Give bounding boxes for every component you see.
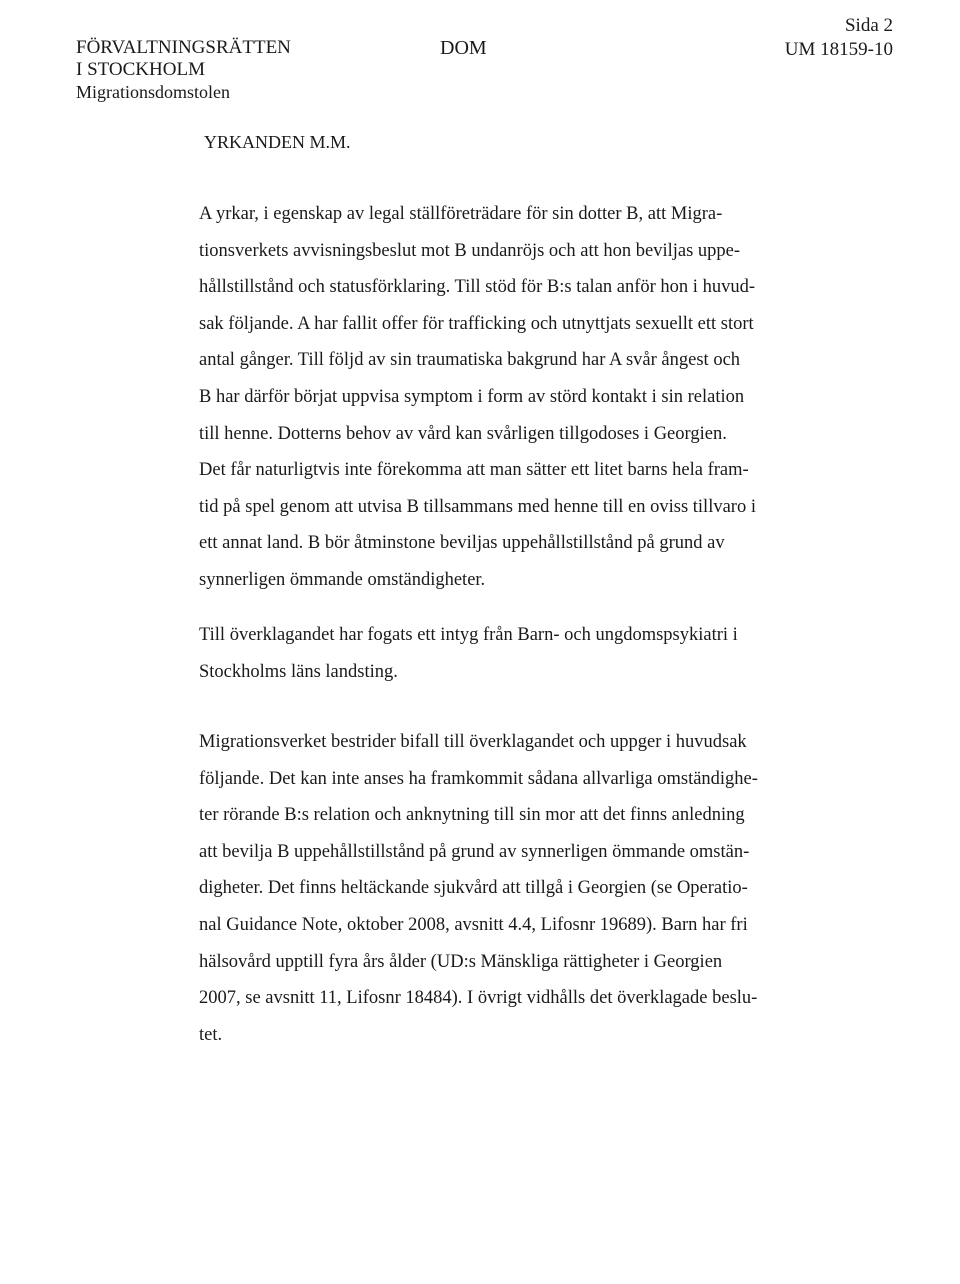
court-name-line-1: FÖRVALTNINGSRÄTTEN	[76, 37, 291, 58]
court-division: Migrationsdomstolen	[76, 82, 230, 102]
text-line: hälsovård upptill fyra års ålder (UD:s Mänskliga rättigheter i Georgien	[199, 951, 723, 972]
text-line: Det får naturligtvis inte förekomma att man sätter ett litet barns hela fram-	[199, 460, 749, 481]
page-info	[785, 14, 893, 62]
text-line: Stockholms läns landsting.	[199, 661, 398, 682]
text-line: följande. Det kan inte anses ha framkommit sådana allvarliga omständighe-	[199, 768, 758, 789]
text-line: tet.	[199, 1024, 223, 1045]
court-header	[76, 37, 291, 103]
text-line: tid på spel genom att utvisa B tillsammans med henne till en oviss tillvaro i	[199, 496, 756, 517]
section-heading: YRKANDEN M.M.	[204, 132, 351, 152]
text-line: synnerligen ömmande omständigheter.	[199, 569, 486, 590]
text-line: Migrationsverket bestrider bifall till överklagandet och uppger i huvudsak	[199, 732, 747, 752]
text-line: ett annat land. B bör åtminstone beviljas uppehållstillstånd på grund av	[199, 533, 725, 554]
case-number: UM 18159-10	[784, 39, 893, 60]
text-line: att bevilja B uppehållstillstånd på grund av synnerligen ömmande omstän-	[199, 841, 750, 862]
text-line: sak följande. A har fallit offer för trafficking och utnyttjats sexuellt ett stort	[199, 313, 754, 334]
paragraph-attachment	[199, 617, 799, 690]
text-line: 2007, se avsnitt 11, Lifosnr 18484). I övrigt vidhålls det överklagade beslu-	[199, 988, 758, 1009]
court-name-line-2: I STOCKHOLM	[76, 59, 205, 80]
text-line: B har därför börjat uppvisa symptom i form av störd kontakt i sin relation	[199, 386, 745, 407]
text-line: tionsverkets avvisningsbeslut mot B undanröjs och att hon beviljas uppe-	[199, 240, 741, 261]
text-line: antal gånger. Till följd av sin traumatiska bakgrund har A svår ångest och	[199, 350, 741, 371]
text-line: A yrkar, i egenskap av legal ställföreträdare för sin dotter B, att Migra-	[199, 204, 723, 224]
text-line: till henne. Dotterns behov av vård kan svårligen tillgodoses i Georgien.	[199, 423, 727, 444]
text-line: nal Guidance Note, oktober 2008, avsnitt 4.4, Lifosnr 19689). Barn har fri	[199, 914, 748, 935]
page-number: Sida 2	[844, 15, 893, 36]
paragraph-agency-response	[199, 724, 799, 1053]
paragraph-claims	[199, 196, 799, 599]
text-line: Till överklagandet har fogats ett intyg från Barn- och ungdomspsykiatri i	[199, 625, 738, 645]
document-type: DOM	[440, 37, 487, 59]
text-line: digheter. Det finns heltäckande sjukvård att tillgå i Georgien (se Operatio-	[199, 878, 748, 899]
text-line: ter rörande B:s relation och anknytning till sin mor att det finns anledning	[199, 805, 745, 826]
text-line: hållstillstånd och statusförklaring. Till stöd för B:s talan anför hon i huvud-	[199, 277, 755, 298]
